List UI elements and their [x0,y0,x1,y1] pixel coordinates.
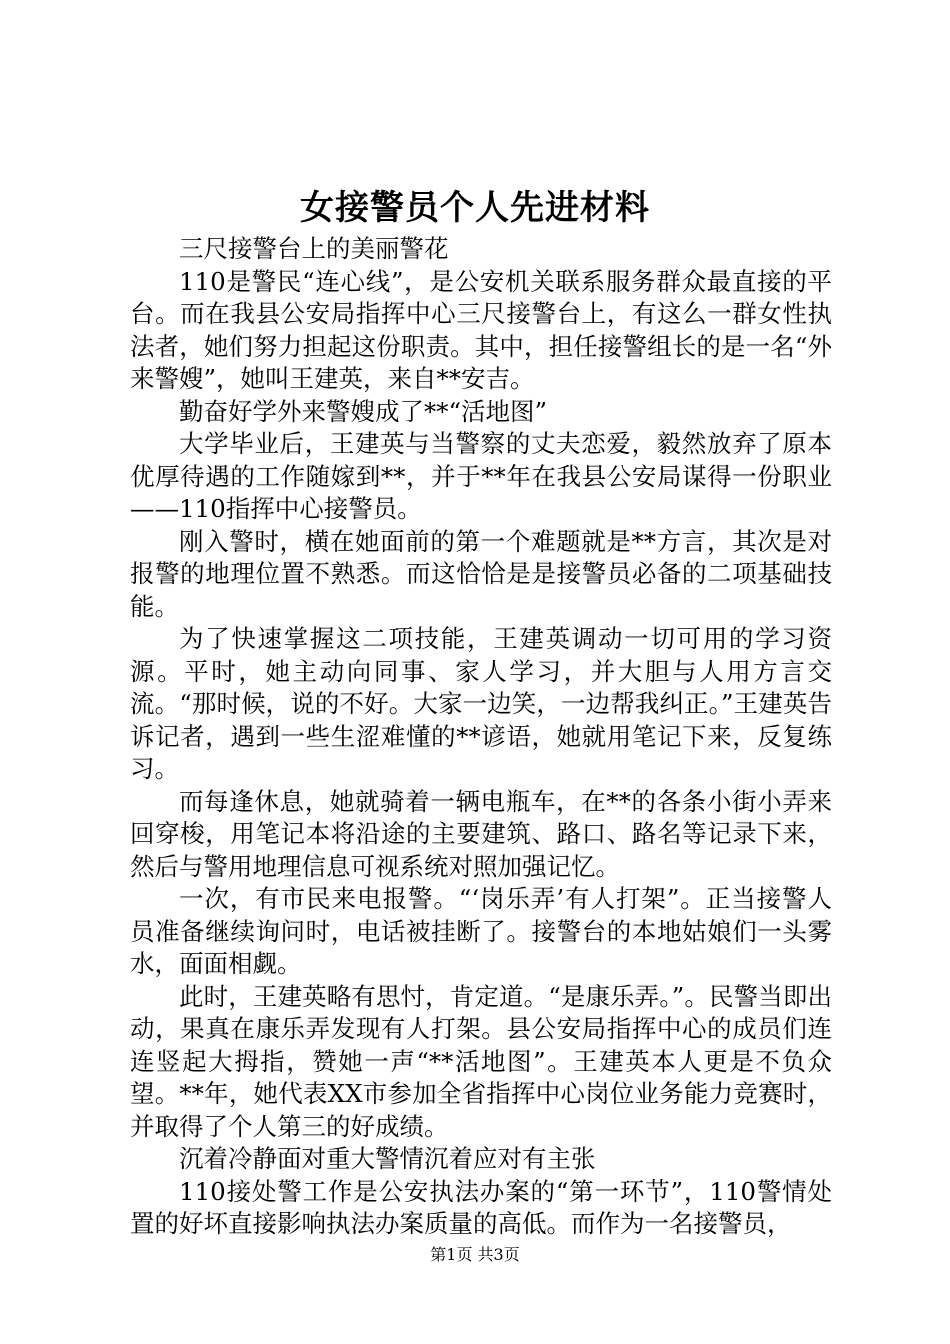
page-number-footer: 第1页 共3页 [430,1245,520,1264]
subheading-paragraph: 三尺接警台上的美丽警花 [179,234,449,263]
body-paragraph: 而每逢休息，她就骑着一辆电瓶车，在**的各条小街小弄来回穿梭，用笔记本将沿途的主要建筑、路口、路名等记录下来，然后与警用地理信息可视系统对照加强记忆。 [130,786,832,881]
body-paragraph: 110接处警工作是公安执法办案的“第一环节”，110警情处置的好坏直接影响执法办案质量的高低。而作为一名接警员， [130,1176,832,1238]
body-paragraph: 此时，王建英略有思忖，肯定道。“是康乐弄。”。民警当即出动，果真在康乐弄发现有人打架。县公安局指挥中心的成员们连连竖起大拇指，赞她一声“**活地图”。王建英本人更是不负众望。**年，她代表XX市参加全省指挥中心岗位业务能力竞赛时，并取得了个人第三的好成绩。 [130,981,832,1141]
subheading-paragraph: 勤奋好学外来警嫂成了**“活地图” [179,396,548,426]
document-body [130,233,832,1241]
subheading-paragraph: 沉着冷静面对重大警情沉着应对有主张 [179,1144,596,1173]
body-paragraph: 刚入警时，横在她面前的第一个难题就是**方言，其次是对报警的地理位置不熟悉。而这恰恰是是接警员必备的二项基础技能。 [130,526,832,621]
body-paragraph: 一次，有市民来电报警。“‘岗乐弄’有人打架”。正当接警人员准备继续询问时，电话被挂断了。接警台的本地姑娘们一头雾水，面面相觑。 [130,884,832,978]
document-title: 女接警员个人先进材料 [300,188,650,228]
body-paragraph: 大学毕业后，王建英与当警察的丈夫恋爱，毅然放弃了原本优厚待遇的工作随嫁到**，并于**年在我县公安局谋得一份职业——110指挥中心接警员。 [130,429,832,523]
body-paragraph: 110是警民“连心线”，是公安机关联系服务群众最直接的平台。而在我县公安局指挥中心三尺接警台上，有这么一群女性执法者，她们努力担起这份职责。其中，担任接警组长的是一名“外来警嫂”，她叫王建英，来自**安吉。 [130,266,832,393]
body-paragraph: 为了快速掌握这二项技能，王建英调动一切可用的学习资源。平时，她主动向同事、家人学习，并大胆与人用方言交流。“那时候，说的不好。大家一边笑，一边帮我纠正。”王建英告诉记者，遇到一些生涩难懂的**谚语，她就用笔记下来，反复练习。 [130,624,832,783]
